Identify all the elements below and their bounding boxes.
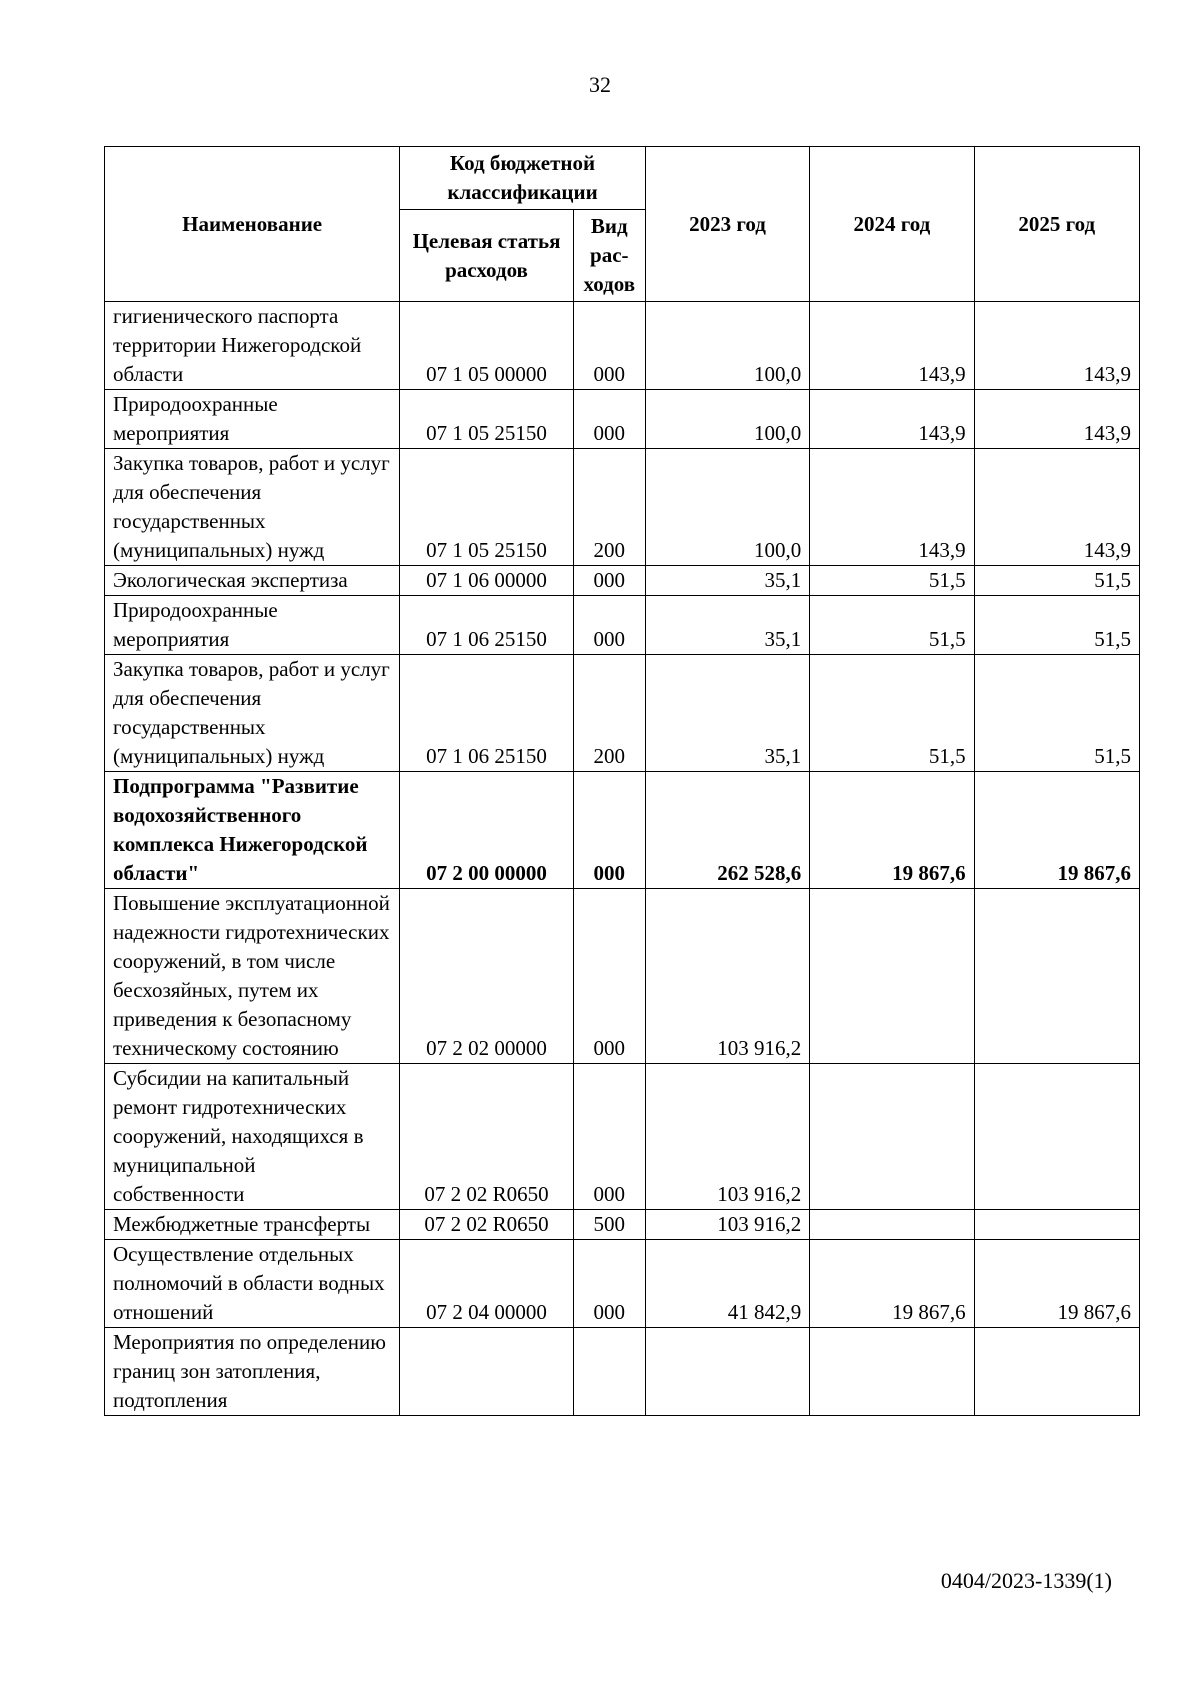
header-2024: 2024 год <box>810 147 974 302</box>
row-kind-code: 000 <box>573 566 645 596</box>
row-target-code: 07 2 02 00000 <box>400 889 574 1064</box>
header-name: Наименование <box>105 147 400 302</box>
row-name: Мероприятия по определению границ зон затопления, подтопления <box>105 1328 400 1416</box>
row-value-2024: 19 867,6 <box>810 1240 974 1328</box>
row-name: Подпрограмма "Развитие водохозяйственного комплекса Нижегородской области" <box>105 772 400 889</box>
row-value-2024: 143,9 <box>810 302 974 390</box>
table-row <box>105 1064 1140 1210</box>
row-value-2023: 103 916,2 <box>645 1210 809 1240</box>
row-target-code: 07 1 05 00000 <box>400 302 574 390</box>
row-value-2023: 262 528,6 <box>645 772 809 889</box>
table-row <box>105 889 1140 1064</box>
table-row <box>105 449 1140 566</box>
row-kind-code: 000 <box>573 1240 645 1328</box>
row-value-2023: 35,1 <box>645 596 809 655</box>
row-target-code: 07 1 06 00000 <box>400 566 574 596</box>
row-kind-code: 000 <box>573 772 645 889</box>
row-name: Закупка товаров, работ и услуг для обеспечения государственных (муниципальных) нужд <box>105 655 400 772</box>
row-value-2023: 103 916,2 <box>645 1064 809 1210</box>
row-target-code: 07 1 06 25150 <box>400 596 574 655</box>
row-value-2023: 103 916,2 <box>645 889 809 1064</box>
row-kind-code: 000 <box>573 390 645 449</box>
row-value-2024: 51,5 <box>810 566 974 596</box>
row-value-2025: 143,9 <box>974 449 1139 566</box>
page-number: 32 <box>589 72 611 97</box>
row-value-2023: 41 842,9 <box>645 1240 809 1328</box>
row-name: Повышение эксплуатационной надежности гидротехнических сооружений, в том числе бесхозяйных, путем их приведения к безопасному техническому состоянию <box>105 889 400 1064</box>
row-target-code: 07 1 05 25150 <box>400 449 574 566</box>
document-id: 0404/2023-1339(1) <box>940 1568 1112 1593</box>
row-name: Природоохранные мероприятия <box>105 596 400 655</box>
row-kind-code: 500 <box>573 1210 645 1240</box>
row-value-2023: 100,0 <box>645 302 809 390</box>
row-value-2025: 51,5 <box>974 655 1139 772</box>
row-value-2023: 35,1 <box>645 566 809 596</box>
row-value-2025 <box>974 1064 1139 1210</box>
row-kind-code: 000 <box>573 596 645 655</box>
row-value-2025: 143,9 <box>974 302 1139 390</box>
row-target-code <box>400 1328 574 1416</box>
row-name: Экологическая экспертиза <box>105 566 400 596</box>
row-name: Природоохранные мероприятия <box>105 390 400 449</box>
row-value-2023: 100,0 <box>645 449 809 566</box>
row-value-2025: 19 867,6 <box>974 1240 1139 1328</box>
row-target-code: 07 2 00 00000 <box>400 772 574 889</box>
row-value-2025: 51,5 <box>974 596 1139 655</box>
row-value-2025: 19 867,6 <box>974 772 1139 889</box>
header-2025: 2025 год <box>974 147 1139 302</box>
row-kind-code <box>573 1328 645 1416</box>
table-row <box>105 772 1140 889</box>
table-row <box>105 390 1140 449</box>
row-value-2025 <box>974 1328 1139 1416</box>
row-value-2023: 35,1 <box>645 655 809 772</box>
row-name: Закупка товаров, работ и услуг для обеспечения государственных (муниципальных) нужд <box>105 449 400 566</box>
row-name: Осуществление отдельных полномочий в области водных отношений <box>105 1240 400 1328</box>
row-target-code: 07 1 06 25150 <box>400 655 574 772</box>
row-value-2024: 143,9 <box>810 449 974 566</box>
row-target-code: 07 2 04 00000 <box>400 1240 574 1328</box>
header-kind: Вид рас-ходов <box>573 210 645 302</box>
header-2023: 2023 год <box>645 147 809 302</box>
row-target-code: 07 1 05 25150 <box>400 390 574 449</box>
table-row <box>105 1328 1140 1416</box>
row-value-2024: 51,5 <box>810 596 974 655</box>
row-value-2025 <box>974 1210 1139 1240</box>
table-body <box>105 302 1140 1416</box>
row-value-2023 <box>645 1328 809 1416</box>
row-kind-code: 200 <box>573 655 645 772</box>
row-kind-code: 000 <box>573 1064 645 1210</box>
row-value-2024 <box>810 1064 974 1210</box>
row-name: Субсидии на капитальный ремонт гидротехнических сооружений, находящихся в муниципальной собственности <box>105 1064 400 1210</box>
row-value-2024 <box>810 1210 974 1240</box>
row-value-2024 <box>810 1328 974 1416</box>
table-row <box>105 1240 1140 1328</box>
row-value-2023: 100,0 <box>645 390 809 449</box>
table-row <box>105 655 1140 772</box>
table-row <box>105 302 1140 390</box>
budget-table <box>104 146 1140 1416</box>
table-row <box>105 596 1140 655</box>
row-kind-code: 000 <box>573 302 645 390</box>
row-value-2025: 143,9 <box>974 390 1139 449</box>
row-value-2024: 51,5 <box>810 655 974 772</box>
row-kind-code: 000 <box>573 889 645 1064</box>
header-code-group: Код бюджетной классификации <box>400 147 646 210</box>
header-target: Целевая статья расходов <box>400 210 574 302</box>
row-target-code: 07 2 02 R0650 <box>400 1064 574 1210</box>
row-value-2024 <box>810 889 974 1064</box>
row-target-code: 07 2 02 R0650 <box>400 1210 574 1240</box>
row-value-2025 <box>974 889 1139 1064</box>
table-header <box>105 147 1140 302</box>
table-row <box>105 1210 1140 1240</box>
row-value-2024: 19 867,6 <box>810 772 974 889</box>
row-value-2025: 51,5 <box>974 566 1139 596</box>
row-name: гигиенического паспорта территории Нижегородской области <box>105 302 400 390</box>
table-row <box>105 566 1140 596</box>
row-value-2024: 143,9 <box>810 390 974 449</box>
row-name: Межбюджетные трансферты <box>105 1210 400 1240</box>
row-kind-code: 200 <box>573 449 645 566</box>
